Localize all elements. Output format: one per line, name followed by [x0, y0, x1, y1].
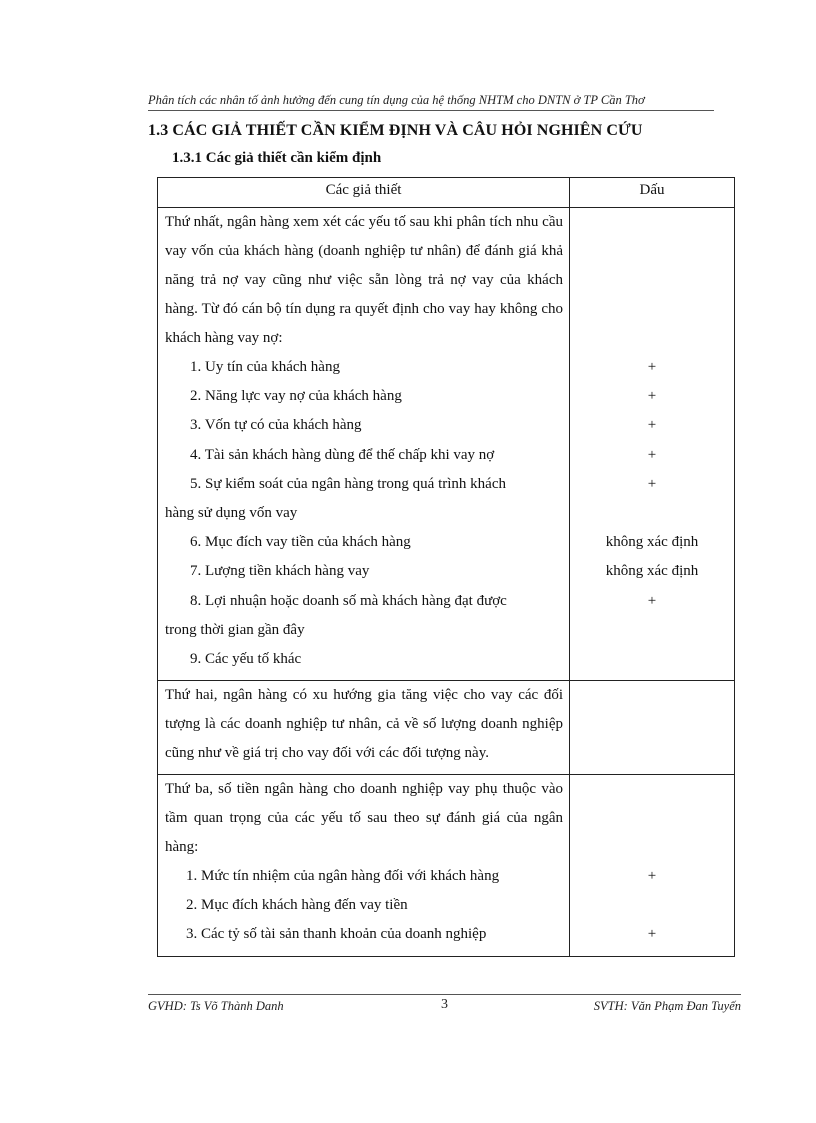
hypothesis-item: 3. Các tỷ số tài sản thanh khoản của doanh nghiệp	[186, 926, 487, 943]
sign-value: +	[647, 446, 657, 463]
hypothesis-cell	[158, 775, 570, 957]
hypothesis-item-list	[158, 862, 569, 950]
hypotheses-table	[157, 177, 735, 957]
running-header: Phân tích các nhân tố ảnh hưởng đến cung tín dụng của hệ thống NHTM cho DNTN ở TP Cần Thơ	[148, 93, 714, 111]
page-number: 3	[441, 997, 448, 1012]
hypothesis-item-list	[158, 353, 569, 674]
hypothesis-item: 3. Vốn tự có của khách hàng	[190, 417, 362, 434]
hypothesis-item: 1. Uy tín của khách hàng	[190, 359, 340, 375]
sign-value	[570, 891, 734, 920]
header-sign: Dấu	[570, 178, 735, 208]
sign-value: +	[647, 359, 657, 375]
sign-cell	[570, 208, 735, 681]
hypothesis-item: 4. Tài sản khách hàng dùng để thế chấp khi vay nợ	[190, 446, 495, 463]
sign-spacer	[570, 499, 734, 528]
sign-value: không xác định	[605, 563, 699, 580]
hypothesis-item: 7. Lượng tiền khách hàng vay	[190, 563, 370, 580]
sign-value: không xác định	[605, 534, 699, 551]
header-hypotheses: Các giả thiết	[158, 178, 570, 208]
sign-value: +	[647, 926, 657, 943]
hypothesis-item-continuation: hàng sử dụng vốn vay	[165, 504, 298, 521]
page-footer	[148, 994, 741, 1013]
hypothesis-item: 5. Sự kiểm soát của ngân hàng trong quá trình khách	[190, 475, 506, 492]
hypothesis-item: 2. Năng lực vay nợ của khách hàng	[190, 388, 402, 405]
sign-value: +	[647, 388, 657, 405]
section-title: 1.3 CÁC GIẢ THIẾT CẦN KIỂM ĐỊNH VÀ CÂU HỎI NGHIÊN CỨU	[148, 122, 643, 139]
sign-list	[570, 862, 734, 950]
hypothesis-cell	[158, 681, 570, 775]
subsection-title: 1.3.1 Các giả thiết cần kiểm định	[172, 150, 382, 166]
sign-value: +	[647, 592, 657, 609]
hypothesis-item-continuation: trong thời gian gần đây	[165, 621, 305, 638]
footer-student: SVTH: Văn Phạm Đan Tuyến	[593, 999, 741, 1013]
table-row	[158, 775, 735, 957]
table-header-row	[158, 178, 735, 208]
hypothesis-intro: Thứ ba, số tiền ngân hàng cho doanh nghiệp vay phụ thuộc vào tầm quan trọng của các yếu tố sau theo sự đánh giá của ngân hàng:	[165, 781, 563, 856]
table-row	[158, 681, 735, 775]
sign-list	[570, 353, 734, 674]
hypothesis-item: 2. Mục đích khách hàng đến vay tiền	[186, 897, 408, 914]
hypothesis-item: 1. Mức tín nhiệm của ngân hàng đối với khách hàng	[186, 868, 500, 885]
footer-advisor: GVHD: Ts Võ Thành Danh	[148, 999, 284, 1013]
sign-value: +	[647, 417, 657, 434]
hypothesis-item: 6. Mục đích vay tiền của khách hàng	[190, 534, 411, 551]
hypothesis-item: 9. Các yếu tố khác	[190, 650, 302, 667]
hypothesis-intro: Thứ nhất, ngân hàng xem xét các yếu tố sau khi phân tích nhu cầu vay vốn của khách hàng (doanh nghiệp tư nhân) để đánh giá khả năng trả nợ vay cũng như việc sẵn lòng trả nợ vay của khách hàng. Từ đó cán bộ tín dụng ra quyết định cho vay hay không cho khách hàng vay nợ:	[165, 214, 563, 346]
sign-value	[570, 645, 734, 674]
hypothesis-item: 8. Lợi nhuận hoặc doanh số mà khách hàng đạt được	[190, 592, 507, 609]
sign-value: +	[647, 475, 657, 492]
sign-value: +	[647, 868, 657, 885]
sign-cell	[570, 681, 735, 775]
sign-cell	[570, 775, 735, 957]
sign-spacer	[570, 616, 734, 645]
table-row	[158, 208, 735, 681]
hypothesis-intro: Thứ hai, ngân hàng có xu hướng gia tăng việc cho vay các đối tượng là các doanh nghiệp tư nhân, cả về số lượng doanh nghiệp cũng như về giá trị cho vay đối với các đối tượng này.	[165, 687, 563, 762]
hypothesis-cell	[158, 208, 570, 681]
